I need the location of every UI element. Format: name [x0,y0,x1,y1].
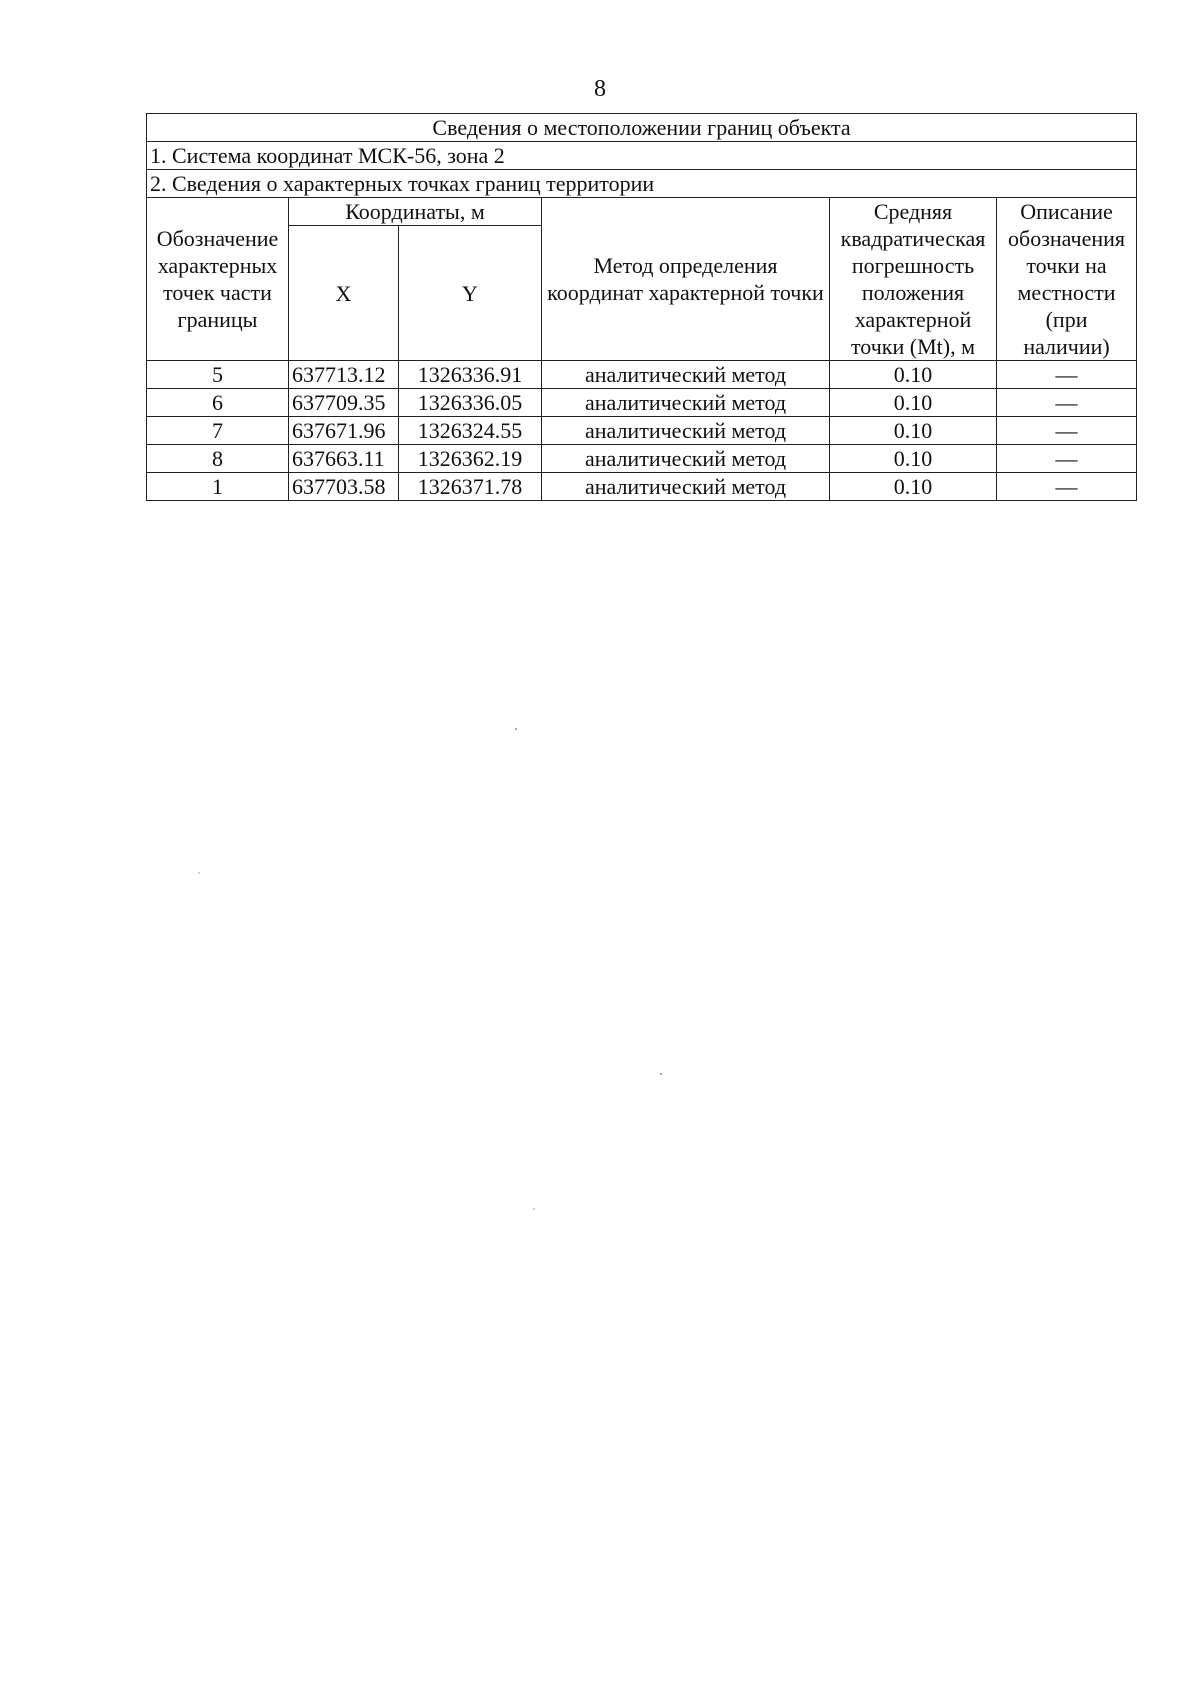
scan-speck [198,872,200,874]
header-point: Обозначение характерных точек части границы [147,198,289,361]
table-row [147,473,1137,501]
coordinate-system-line: 1. Система координат МСК-56, зона 2 [147,142,1137,170]
cell-error: 0.10 [830,445,997,473]
scan-speck [660,1073,662,1075]
header-error: Средняя квадратическая погрешность положения характерной точки (Mt), м [830,198,997,361]
cell-x: 637703.58 [289,473,399,501]
cell-description: — [997,389,1137,417]
cell-method: аналитический метод [542,417,830,445]
points-info-line: 2. Сведения о характерных точках границ территории [147,170,1137,198]
cell-y: 1326324.55 [399,417,542,445]
cell-method: аналитический метод [542,445,830,473]
cell-description: — [997,417,1137,445]
cell-x: 637713.12 [289,361,399,389]
cell-x: 637709.35 [289,389,399,417]
cell-method: аналитический метод [542,473,830,501]
table-row [147,389,1137,417]
cell-description: — [997,445,1137,473]
cell-method: аналитический метод [542,361,830,389]
cell-error: 0.10 [830,417,997,445]
table-row [147,361,1137,389]
scan-speck [515,728,517,730]
cell-y: 1326336.91 [399,361,542,389]
header-x: X [289,226,399,361]
header-coordinates: Координаты, м [289,198,542,226]
header-y: Y [399,226,542,361]
page-number: 8 [594,76,606,102]
cell-point: 8 [147,445,289,473]
cell-description: — [997,361,1137,389]
cell-error: 0.10 [830,361,997,389]
cell-x: 637663.11 [289,445,399,473]
header-description: Описание обозначения точки на местности (при наличии) [997,198,1137,361]
table-row [147,417,1137,445]
header-method: Метод определения координат характерной точки [542,198,830,361]
table-title: Сведения о местоположении границ объекта [147,114,1137,142]
cell-x: 637671.96 [289,417,399,445]
cell-y: 1326371.78 [399,473,542,501]
cell-point: 7 [147,417,289,445]
cell-error: 0.10 [830,389,997,417]
cell-point: 5 [147,361,289,389]
cell-y: 1326336.05 [399,389,542,417]
cell-method: аналитический метод [542,389,830,417]
cell-y: 1326362.19 [399,445,542,473]
cell-point: 6 [147,389,289,417]
cell-point: 1 [147,473,289,501]
scan-speck [533,1208,535,1210]
boundary-table [146,113,1137,501]
cell-error: 0.10 [830,473,997,501]
table-row [147,445,1137,473]
cell-description: — [997,473,1137,501]
